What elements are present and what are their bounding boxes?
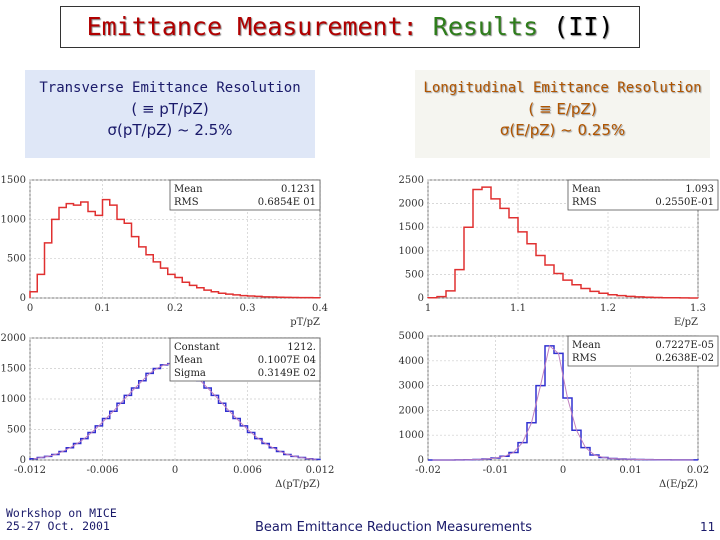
- stats-label: Sigma: [174, 368, 206, 379]
- stats-label: RMS: [572, 353, 597, 364]
- y-tick-label: 4000: [398, 355, 424, 367]
- y-tick-label: 500: [6, 424, 26, 436]
- histogram-transverse-residual-svg: [0, 330, 335, 500]
- x-tick-label: 1: [424, 303, 432, 314]
- y-tick-label: 2000: [0, 333, 26, 344]
- y-tick-label: 1500: [0, 363, 26, 375]
- stats-label: Mean: [572, 184, 601, 195]
- x-tick-label: 0.012: [305, 465, 335, 476]
- stats-value: 1.093: [685, 184, 714, 195]
- x-tick-label: 0.3: [239, 303, 256, 314]
- longitudinal-heading: Longitudinal Emittance Resolution: [423, 80, 702, 96]
- y-tick-label: 1000: [0, 394, 26, 405]
- stats-value: 0.6854E 01: [257, 197, 316, 208]
- title-box: [60, 6, 640, 48]
- y-tick-label: 2000: [398, 198, 424, 210]
- x-tick-label: 0: [26, 303, 34, 314]
- footer-workshop-name: Workshop on MICE: [6, 506, 117, 520]
- x-tick-label: 1.3: [690, 303, 706, 314]
- y-tick-label: 1000: [0, 214, 26, 226]
- stats-value: 0.2638E-02: [655, 353, 714, 364]
- longitudinal-definition: ( ≡ E/pZ): [528, 100, 597, 118]
- x-tick-label: 1.1: [510, 303, 526, 314]
- x-tick-label: 0: [559, 465, 567, 476]
- x-tick-label: 1.2: [600, 303, 616, 314]
- x-axis-label: Δ(E/pZ): [658, 479, 698, 490]
- title-part-2: Results: [432, 12, 554, 41]
- stats-label: Constant: [174, 342, 220, 353]
- stats-label: RMS: [174, 197, 199, 208]
- y-tick-label: 500: [6, 253, 26, 265]
- stats-value: 0.3149E 02: [257, 368, 316, 379]
- transverse-heading: Transverse Emittance Resolution: [39, 80, 301, 96]
- histogram-longitudinal-residual: [390, 330, 720, 500]
- stats-value: 0.7227E-05: [655, 340, 714, 351]
- footer-title: Beam Emittance Reduction Measurements: [255, 520, 532, 535]
- footer-workshop-date: 25-27 Oct. 2001: [6, 519, 110, 533]
- stats-value: 1212.: [287, 342, 316, 353]
- transverse-definition: ( ≡ pT/pZ): [131, 100, 209, 118]
- y-tick-label: 0: [417, 455, 424, 466]
- y-tick-label: 500: [404, 269, 424, 281]
- y-tick-label: 0: [19, 293, 26, 304]
- x-axis-label: pT/pZ: [290, 317, 320, 328]
- slide-title: [61, 7, 639, 47]
- x-tick-label: 0.1: [94, 303, 111, 314]
- y-tick-label: 0: [19, 455, 26, 466]
- histogram-longitudinal-residual-svg: [390, 330, 720, 500]
- footer-workshop: [6, 507, 117, 533]
- histogram-transverse-svg: [0, 170, 335, 330]
- stats-label: Mean: [174, 184, 203, 195]
- histogram-longitudinal-svg: [390, 172, 720, 327]
- title-part-1: Emittance Measurement:: [86, 12, 433, 41]
- x-tick-label: -0.01: [482, 465, 509, 476]
- x-tick-label: 0.4: [312, 303, 328, 314]
- y-tick-label: 2000: [398, 405, 424, 417]
- title-part-3: (II): [553, 12, 614, 41]
- longitudinal-sigma: σ(E/pZ) ~ 0.25%: [499, 121, 626, 139]
- x-tick-label: 0.01: [619, 465, 642, 476]
- x-axis-label: Δ(pT/pZ): [275, 479, 320, 490]
- x-axis-label: E/pZ: [673, 317, 698, 327]
- x-tick-label: -0.012: [13, 465, 47, 476]
- y-tick-label: 5000: [398, 331, 424, 342]
- stats-label: Mean: [174, 355, 203, 366]
- y-tick-label: 1500: [0, 175, 26, 186]
- page-number: 11: [700, 520, 716, 534]
- transverse-sigma: σ(pT/pZ) ~ 2.5%: [107, 121, 233, 139]
- stats-value: 0.1007E 04: [257, 355, 316, 366]
- y-tick-label: 1000: [398, 430, 424, 442]
- transverse-resolution-box: [25, 70, 315, 158]
- x-tick-label: 0.02: [686, 465, 710, 476]
- y-tick-label: 1000: [398, 245, 424, 257]
- y-tick-label: 0: [417, 293, 424, 304]
- x-tick-label: 0.2: [167, 303, 183, 314]
- histogram-transverse: [0, 170, 335, 330]
- y-tick-label: 3000: [398, 380, 424, 392]
- x-tick-label: -0.006: [86, 465, 119, 476]
- y-tick-label: 2500: [398, 175, 424, 186]
- longitudinal-resolution-box: [415, 70, 710, 158]
- x-tick-label: -0.02: [415, 465, 441, 476]
- stats-label: RMS: [572, 197, 597, 208]
- histogram-transverse-residual: [0, 330, 335, 500]
- stats-label: Mean: [572, 340, 601, 351]
- x-tick-label: 0: [171, 465, 179, 476]
- y-tick-label: 1500: [398, 222, 424, 234]
- histogram-longitudinal: [390, 172, 720, 327]
- stats-value: 0.2550E-01: [655, 197, 714, 208]
- x-tick-label: 0.006: [233, 465, 262, 476]
- stats-value: 0.1231: [281, 184, 316, 195]
